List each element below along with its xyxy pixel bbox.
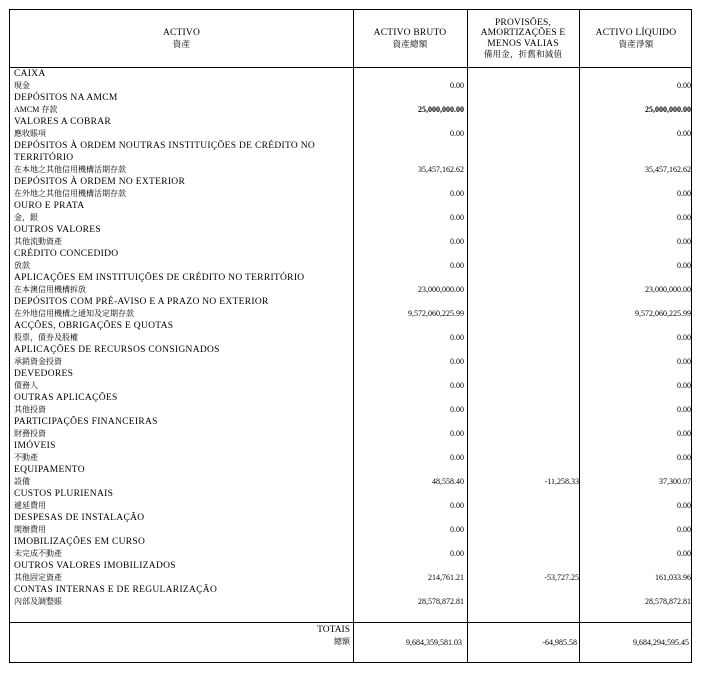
table-row [10,116,693,140]
totals-provisoes: -64,985.58 [542,638,577,647]
row-activo-liquido: 0.00 [677,237,691,246]
row-label-zh: 應收賬項 [14,129,46,138]
table-row [10,68,693,92]
row-activo-liquido: 0.00 [677,357,691,366]
row-label-zh: 其他流動資產 [14,237,62,246]
row-label-pt: DEPÓSITOS NA AMCM [14,93,118,103]
table-row [10,560,693,584]
row-activo-bruto: 0.00 [450,549,464,558]
row-label-pt: IMOBILIZAÇÕES EM CURSO [14,537,146,547]
row-label-pt: DEPÓSITOS COM PRÉ-AVISO E A PRAZO NO EXTERIOR [14,297,269,307]
row-activo-bruto: 0.00 [450,213,464,222]
header-activo-pt: ACTIVO [162,28,201,38]
table-row [10,488,693,512]
row-label-pt: CONTAS INTERNAS E DE REGULARIZAÇÃO [14,585,218,595]
row-label-pt: APLICAÇÕES EM INSTITUIÇÕES DE CRÉDITO NO TERRITÓRIO [14,273,305,283]
row-label-zh: 金，銀 [14,213,38,222]
row-label-zh: 設備 [14,477,30,486]
row-label-zh: 內部及調整賬 [14,597,62,606]
header-activo-liquido [579,10,693,67]
row-activo-liquido: 0.00 [677,129,691,138]
totals-liquido: 9,684,294,595.45 [633,638,689,647]
row-label-zh: 在外地信用機構之通知及定期存款 [14,309,134,318]
table-row [10,320,693,344]
row-activo-liquido: 0.00 [677,261,691,270]
row-activo-bruto: 9,572,060,225.99 [408,309,464,318]
row-activo-liquido: 0.00 [677,429,691,438]
row-label-zh: 開辦費用 [14,525,46,534]
row-label-pt: ACÇÕES, OBRIGAÇÕES E QUOTAS [14,321,174,331]
row-activo-liquido: 0.00 [677,501,691,510]
table-row [10,416,693,440]
row-label-zh: 其他投資 [14,405,46,414]
row-activo-liquido: 35,457,162.62 [645,165,691,174]
row-activo-bruto: 0.00 [450,453,464,462]
header-activo-zh: 資產 [172,38,191,49]
table-row [10,464,693,488]
row-label-pt: CUSTOS PLURIENAIS [14,489,114,499]
row-label-pt: OUTROS VALORES IMOBILIZADOS [14,561,176,571]
row-activo-liquido: 0.00 [677,525,691,534]
row-activo-bruto: 0.00 [450,429,464,438]
row-activo-bruto: 0.00 [450,189,464,198]
row-label-pt: PARTICIPAÇÕES FINANCEIRAS [14,417,158,427]
row-activo-bruto: 0.00 [450,405,464,414]
row-label-zh: 股票，債券及股權 [14,333,78,342]
table-row [10,224,693,248]
header-provisoes-line3: MENOS VALIAS [487,38,559,49]
table-row [10,248,693,272]
totals-label-pt: TOTAIS [317,625,350,635]
row-activo-liquido: 0.00 [677,81,691,90]
row-label-zh: 放款 [14,261,30,270]
row-label-pt: DEPÓSITOS À ORDEM NO EXTERIOR [14,177,186,187]
row-activo-bruto: 214,761.21 [428,573,464,582]
row-activo-bruto: 0.00 [450,501,464,510]
row-activo-liquido: 28,578,872.81 [645,597,691,606]
row-activo-bruto: 0.00 [450,381,464,390]
row-activo-bruto: 23,000,000.00 [418,285,464,294]
row-label-zh: 承銷資金投資 [14,357,62,366]
row-activo-liquido: 0.00 [677,549,691,558]
row-provisoes: -11,258.33 [544,477,579,486]
totals-divider [10,622,691,623]
row-activo-bruto: 25,000,000.00 [418,105,464,114]
row-activo-liquido: 161,033.96 [655,573,691,582]
header-provisoes-line2: AMORTIZAÇÕES E [480,28,566,38]
table-row [10,440,693,464]
row-activo-bruto: 35,457,162.62 [418,165,464,174]
header-bruto-pt: ACTIVO BRUTO [373,28,447,38]
row-label-pt: DEVEDORES [14,369,74,379]
row-label-pt: OUTRAS APLICAÇÕES [14,393,118,403]
row-activo-liquido: 0.00 [677,453,691,462]
row-activo-bruto: 0.00 [450,237,464,246]
row-activo-liquido: 37,300.07 [659,477,691,486]
row-label-zh: 在本地之其他信用機構活期存款 [14,165,126,174]
row-label-pt: VALORES A COBRAR [14,117,112,127]
header-liquido-pt: ACTIVO LÍQUIDO [595,28,677,38]
row-label-pt: DESPESAS DE INSTALAÇÃO [14,513,145,523]
totals-label-zh: 總額 [334,637,350,646]
row-label-pt: EQUIPAMENTO [14,465,85,475]
row-activo-bruto: 48,558.40 [432,477,464,486]
row-label-zh: 債務人 [14,381,38,390]
row-activo-bruto: 0.00 [450,81,464,90]
table-row [10,512,693,536]
row-activo-liquido: 0.00 [677,381,691,390]
table-row [10,392,693,416]
row-label-pt: APLICAÇÕES DE RECURSOS CONSIGNADOS [14,345,220,355]
row-activo-liquido: 0.00 [677,405,691,414]
row-label-zh: 在本澳信用機構拆放 [14,285,86,294]
row-activo-bruto: 28,578,872.81 [418,597,464,606]
header-liquido-zh: 資產淨額 [618,38,654,49]
row-label-zh: 未完成不動產 [14,549,62,558]
table-row [10,140,693,176]
row-activo-bruto: 0.00 [450,525,464,534]
table-row [10,272,693,296]
row-label-zh: 財務投資 [14,429,46,438]
row-label-zh: 其他固定資產 [14,573,62,582]
row-activo-bruto: 0.00 [450,357,464,366]
totals-bruto: 9,684,359,581.03 [406,638,462,647]
header-activo-bruto [353,10,467,67]
row-label-zh: AMCM 存款 [14,105,58,114]
table-row [10,344,693,368]
table-row [10,296,693,320]
header-provisoes [467,10,579,67]
header-bruto-zh: 資產總額 [392,38,428,49]
table-row [10,92,693,116]
header-provisoes-line1: PROVISÕES, [494,17,552,28]
row-label-pt: DEPÓSITOS À ORDEM NOUTRAS INSTITUIÇÕES DE CRÉDITO NO [14,141,316,151]
totals-label [10,625,350,647]
table-row [10,584,693,608]
row-label-zh: 遞延費用 [14,501,46,510]
row-provisoes: -53,727.25 [544,573,579,582]
table-row [10,368,693,392]
row-activo-liquido: 25,000,000.00 [645,105,691,114]
row-activo-liquido: 9,572,060,225.99 [635,309,691,318]
row-label-pt: OURO E PRATA [14,201,85,211]
row-activo-liquido: 0.00 [677,213,691,222]
balance-sheet-table [9,9,692,663]
row-label-pt: IMÓVEIS [14,441,56,451]
row-label-pt-continued: TERRITÓRIO [14,153,74,163]
row-label-pt: CAIXA [14,69,46,79]
row-label-zh: 在外地之其他信用機構活期存款 [14,189,126,198]
table-row [10,536,693,560]
row-label-pt: OUTROS VALORES [14,225,101,235]
table-row [10,200,693,224]
row-activo-liquido: 0.00 [677,189,691,198]
row-activo-bruto: 0.00 [450,261,464,270]
row-label-pt: CRÉDITO CONCEDIDO [14,249,119,259]
row-activo-bruto: 0.00 [450,333,464,342]
table-row [10,176,693,200]
row-label-zh: 不動產 [14,453,38,462]
header-activo [10,10,353,67]
header-provisoes-zh: 備用金，折舊和減值 [483,49,563,59]
row-activo-liquido: 0.00 [677,333,691,342]
row-activo-bruto: 0.00 [450,129,464,138]
row-label-zh: 現金 [14,81,30,90]
row-activo-liquido: 23,000,000.00 [645,285,691,294]
